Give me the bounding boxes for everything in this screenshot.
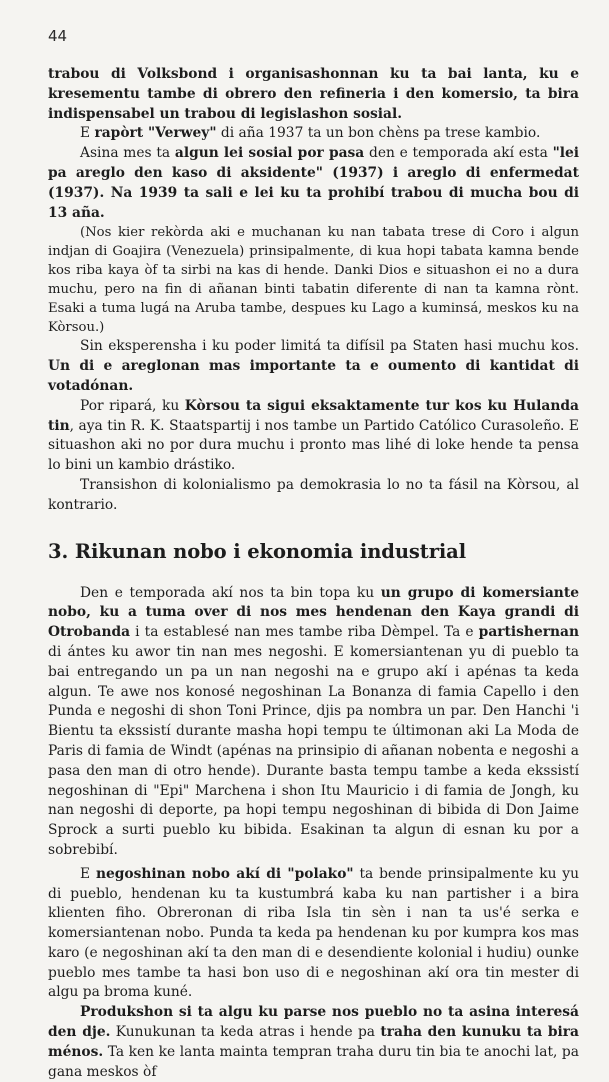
paragraph: [48, 865, 579, 1004]
text-run: di ántes ku awor tin nan mes negoshi. E komersiantenan yu di pueblo ta bai entregando un pa un nan negoshi na e grupo akí i apénas ta keda algun. Te awe nos konosé negoshinan La Bonanza di famia Capello i den Punda e negoshi di shon Toni Prince, djis pa nombra un par. Den Hanchi 'i Bientu ta ekssistí durante masha hopi tempu te últimonan aki La Moda de Paris di famia de Windt (apénas na prinsipio di añanan nobenta e negoshi a pasa den man di otro hende). Durante basta tempu tambe a keda ekssistí negoshinan di "Epi" Marchena i shon Itu Mauricio i di famia de Jongh, ku nan negoshi di deporte, pa hopi tempu negoshinan di bibida di Don Jaime Sprock a surti pueblo ku bibida. Esakinan ta algun di esnan ku por a sobrebibí.: [48, 643, 579, 858]
paragraph: [48, 65, 579, 124]
bold-text: partishernan: [478, 624, 579, 641]
bold-text: un grupo di komersiante nobo, ku a tuma over di nos mes hendenan den Kaya grandi di Otrobanda: [48, 584, 579, 641]
page-number: 44: [48, 27, 68, 45]
text-run: E: [80, 125, 95, 142]
bold-text: Un di e areglonan mas importante ta e oumento di kantidat di votadónan.: [48, 358, 579, 394]
section-heading: 3. Rikunan nobo i ekonomia industrial: [48, 539, 467, 563]
paragraph: [48, 144, 579, 223]
paragraph: [48, 1003, 579, 1082]
text-run: i ta establesé nan mes tambe riba Dèmpel. Ta e: [130, 624, 479, 641]
text-run: Transishon di kolonialismo pa demokrasia lo no ta fásil na Kòrsou, al kontrario.: [48, 476, 579, 513]
text-run: Den e temporada akí nos ta bin topa ku: [80, 584, 381, 601]
paragraph: [48, 124, 579, 144]
text-run: Asina mes ta: [80, 145, 175, 162]
bold-text: "lei pa areglo den kaso di aksidente" (1937) i areglo di enfermedat (1937). Na 1939 ta sali e lei ku ta prohibí trabou di mucha bou di 13 aña.: [48, 145, 580, 221]
paragraph: [48, 397, 579, 476]
text-run: di aña 1937 ta un bon chèns pa trese kambio.: [216, 125, 541, 142]
bold-text: trabou di Volksbond i organisashonnan ku ta bai lanta, ku e kresementu tambe di obrero den refineria i den komersio, ta bira indispensabel un trabou di legislashon sosial.: [48, 66, 579, 122]
text-run: Kunukunan ta keda atras i hende pa: [110, 1024, 381, 1041]
paragraph: [48, 476, 579, 516]
bold-text: Produkshon si ta algu ku parse nos pueblo no ta asina interesá den dje.: [48, 1004, 579, 1041]
bold-text: traha den kunuku ta bira ménos.: [48, 1024, 579, 1060]
paragraph: [48, 337, 579, 396]
text-run: Sin eksperensha i ku poder limitá ta difísil pa Staten hasi muchu kos.: [80, 338, 579, 355]
paragraph: [48, 584, 579, 861]
text-run: E: [80, 865, 96, 882]
bold-text: Kòrsou ta sigui eksaktamente tur kos ku Hulanda tin: [48, 397, 579, 434]
text-run: , aya tin R. K. Staatspartij i nos tambe un Partido Católico Curasoleño. E situashon aki no por dura muchu i pronto mas lihé di loke hende ta pensa lo bini un kambio drástiko.: [48, 417, 579, 474]
bold-text: rapòrt "Verwey": [94, 125, 217, 142]
text-run: Por ripará, ku: [80, 397, 185, 414]
text-run: den e temporada akí esta: [364, 145, 553, 162]
paragraph-aside: [48, 223, 579, 337]
text-run: ta bende prinsipalmente ku yu di pueblo, hendenan ku ta kustumbrá kaba ku nan partisher i a bira klienten fiho. Obreronan di riba Isla tin sèn i nan ta us'é serka e komersiantenan nobo. Punda ta keda pa hendenan ku por kumpra kos mas karo (e negoshinan akí ta den man di e desendiente kolonial i hudiu) ounke pueblo mes tambe ta hasi bon uso di e negoshinan akí ora tin mester di algu pa broma kuné.: [48, 865, 579, 1001]
text-run: Ta ken ke lanta mainta tempran traha duru tin bia te anochi lat, pa gana meskos òf: [48, 1043, 579, 1080]
text-run: (Nos kier rekòrda aki e muchanan ku nan tabata trese di Coro i algun indjan di Goajira (Venezuela) prinsipalmente, di kua hopi tabata kamna bende kos riba kaya òf ta sirbi na kas di hende. Danki Dios e situashon ei no a dura muchu, pero na fin di añanan binti tabatin diferente di nan ta kamna rònt. Esaki a tuma lugá na Aruba tambe, despues ku Lago a kuminsá, meskos ku na Kòrsou.): [48, 225, 579, 336]
bold-text: algun lei sosial por pasa: [174, 145, 365, 162]
bold-text: negoshinan nobo akí di "polako": [95, 865, 354, 882]
